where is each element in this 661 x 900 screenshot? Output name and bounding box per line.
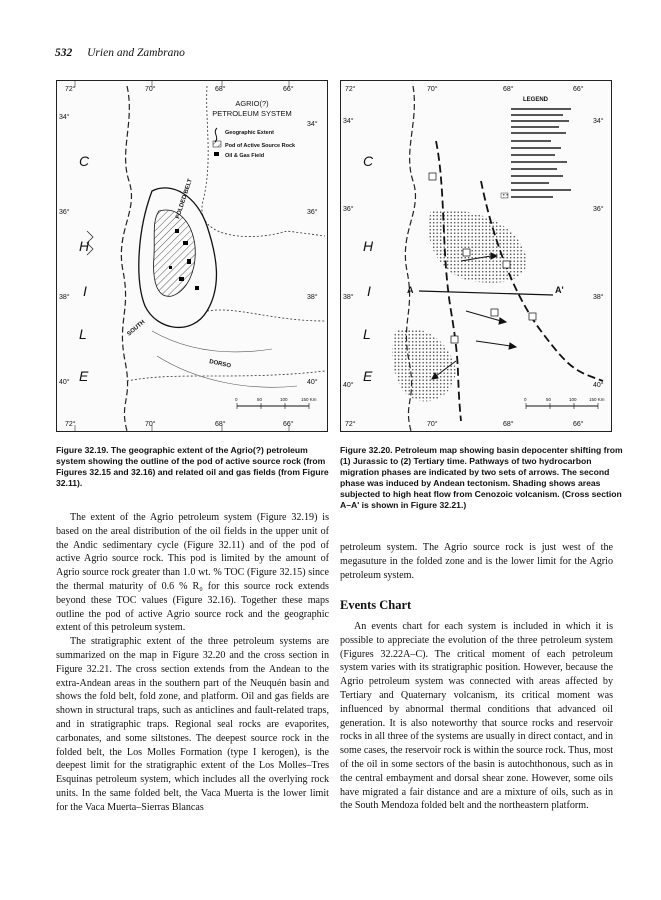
scale-50: 50 <box>257 397 263 402</box>
r-chile-letter-i: I <box>367 283 371 299</box>
left-paragraph-2: The stratigraphic extent of the three petroleum systems are summarized on the map in Figure 32.20 and the cross section in Figure 32.21. The cross section extends from the Andean to the extra-Andean areas in the southern part of the Neuquén basin and shows the fold belt, fold zone, and platform. Oil and gas fields are shown in structural traps, such as anticlines and fault-related traps, and in stratigraphic traps. Regional seal rocks are evaporites, carbonates, and some siltstones. The deepest source rock in the folded belt, the Los Molles Formation (type I kerogen), is the deepest limit for the stratigraphic extent of the Los Molles–Tres Esquinas petroleum system, which includes all the overlying rock units. In the same folded belt, the Vaca Muerta is the lower limit for the Vaca Muerta–Sierras Blancas <box>56 636 329 813</box>
events-chart-body <box>340 620 613 813</box>
high-heat-flow-area-south <box>392 328 456 401</box>
legend-geographic-extent: Geographic Extent <box>225 130 274 136</box>
r-lat-36-right: 36° <box>593 206 604 213</box>
petroleum-map-svg <box>341 81 611 431</box>
page-number: 532 <box>55 47 73 59</box>
figure-32-20-map <box>340 80 612 432</box>
chile-letter-l: L <box>79 326 87 342</box>
map-legend <box>501 97 571 198</box>
r-lon-bottom-66: 66° <box>573 421 584 428</box>
chile-letter-c: C <box>79 153 90 169</box>
lat-36: 36° <box>59 209 70 216</box>
chile-letter-i: I <box>83 283 87 299</box>
r-scale-50: 50 <box>546 397 552 402</box>
lon-top-66: 66° <box>283 86 294 93</box>
lat-34: 34° <box>59 114 70 121</box>
figure-32-20-caption: Figure 32.20. Petroleum map showing basin depocenter shifting from (1) Jurassic to (2) Tertiary time. Pathways of two hydrocarbon migration phases are indicated by two sets of arrows. The second phase was induced by Andean tectonism. Shading shows areas subjected to high heat flow from Cenozoic volcanism. (Cross section A–A' is shown in Figure 32.21.) <box>340 445 623 510</box>
high-heat-flow-area <box>428 210 526 283</box>
r-scale-100: 100 <box>569 397 577 402</box>
lon-bottom-68: 68° <box>215 421 226 428</box>
system-title-1: AGRIO(?) <box>235 99 269 108</box>
right-intro-paragraph: petroleum system. The Agrio source rock is just west of the megasuture in the folded zone and is the lower limit for the Agrio petroleum system. <box>340 542 613 581</box>
r-chile-letter-h: H <box>363 238 374 254</box>
r-scale-0: 0 <box>524 397 527 402</box>
left-paragraph-1: The extent of the Agrio petroleum system (Figure 32.19) is based on the areal distribution of the oil fields in the upper unit of the Andic sedimentary cycle (Figure 32.11) and of the pod of active Agrio source rock. This pod is limited by the amount of Agrio source rock greater than 1.0 wt. % TOC (Figure 32.15) since the thermal maturity of 0.6 % R₀ for this source rock extends beyond these TOC values (Figure 32.16). Together these maps outline the pod of active Agrio source rock and the geographic extent of this petroleum system. <box>56 512 329 634</box>
lat-36-right: 36° <box>307 209 318 216</box>
r-lon-top-70: 70° <box>427 86 438 93</box>
r-lon-top-66: 66° <box>573 86 584 93</box>
r-chile-letter-c: C <box>363 153 374 169</box>
figure-32-19-caption: Figure 32.19. The geographic extent of the Agrio(?) petroleum system showing the outline of the pod of active source rock (from Figures 32.15 and 32.16) and related oil and gas fields (from Figure 32.11). <box>56 445 329 488</box>
figure-32-19-map <box>56 80 328 432</box>
folded-belt-label: FOLDED BELT <box>175 178 194 220</box>
running-title: Urien and Zambrano <box>87 47 185 59</box>
r-lat-38: 38° <box>343 294 354 301</box>
r-lat-38-right: 38° <box>593 294 604 301</box>
lat-40: 40° <box>59 379 70 386</box>
lon-bottom-70: 70° <box>145 421 156 428</box>
r-chile-letter-l: L <box>363 326 371 342</box>
section-label-a-prime: A' <box>555 285 564 295</box>
running-header <box>55 47 185 59</box>
lon-top-70: 70° <box>145 86 156 93</box>
legend-oil-gas-field: Oil & Gas Field <box>225 153 265 159</box>
r-lat-40-right: 40° <box>593 382 604 389</box>
lat-38: 38° <box>59 294 70 301</box>
legend-title: LEGEND <box>523 97 549 103</box>
right-column-body <box>340 541 613 582</box>
lon-bottom-66: 66° <box>283 421 294 428</box>
r-lon-top-68: 68° <box>503 86 514 93</box>
legend-pod-source-rock: Pod of Active Source Rock <box>225 143 296 149</box>
left-column-body <box>56 511 329 815</box>
r-lon-bottom-68: 68° <box>503 421 514 428</box>
agrio-extent-map-svg <box>57 81 327 431</box>
cross-section-line <box>419 291 553 295</box>
r-lon-bottom-70: 70° <box>427 421 438 428</box>
pod-active-source-rock <box>154 210 196 296</box>
r-lat-36: 36° <box>343 206 354 213</box>
lat-38-right: 38° <box>307 294 318 301</box>
lon-top-68: 68° <box>215 86 226 93</box>
south-label: SOUTH <box>126 319 147 338</box>
lon-bottom-72: 72° <box>65 421 76 428</box>
dorso-label: DORSO <box>208 359 232 370</box>
r-lon-top-72: 72° <box>345 86 356 93</box>
section-label-a: A <box>407 285 414 295</box>
events-chart-paragraph: An events chart for each system is included in which it is possible to appreciate the evolution of the three petroleum system (Figures 32.22A–C). The critical moment of each petroleum system varies with its stratigraphic position. However, because the Agrio petroleum system was connected with areas affected by Tertiary and Quaternary volcanism, its critical moment was influenced by abnormal thermal conditions that advanced oil generation. It is also noteworthy that source rocks and reservoir rocks in all three of the systems are usually in direct contact, and in some cases, the reservoir rock is within the source rock. Thus, most of the oil in some sectors of the basin is autochthonous, such as in the central embayment and dorsal shear zone. However, some oils have migrated a fair distance and are a mixture of oils, such as in the South Mendoza folded belt and the northeastern platform. <box>340 621 613 812</box>
lat-40-right: 40° <box>307 379 318 386</box>
lat-34-right: 34° <box>307 121 318 128</box>
chile-letter-h: H <box>79 238 90 254</box>
r-scale-150: 150 Km <box>589 397 605 402</box>
scale-100: 100 <box>280 397 288 402</box>
r-chile-letter-e: E <box>363 368 373 384</box>
chile-letter-e: E <box>79 368 89 384</box>
r-lat-40: 40° <box>343 382 354 389</box>
border-line <box>121 86 131 431</box>
r-lon-bottom-72: 72° <box>345 421 356 428</box>
r-lat-34: 34° <box>343 118 354 125</box>
events-chart-heading: Events Chart <box>340 598 412 612</box>
lon-top-72: 72° <box>65 86 76 93</box>
scale-150: 150 Km <box>301 397 317 402</box>
scale-0: 0 <box>235 397 238 402</box>
system-title-2: PETROLEUM SYSTEM <box>212 109 292 118</box>
r-lat-34-right: 34° <box>593 118 604 125</box>
